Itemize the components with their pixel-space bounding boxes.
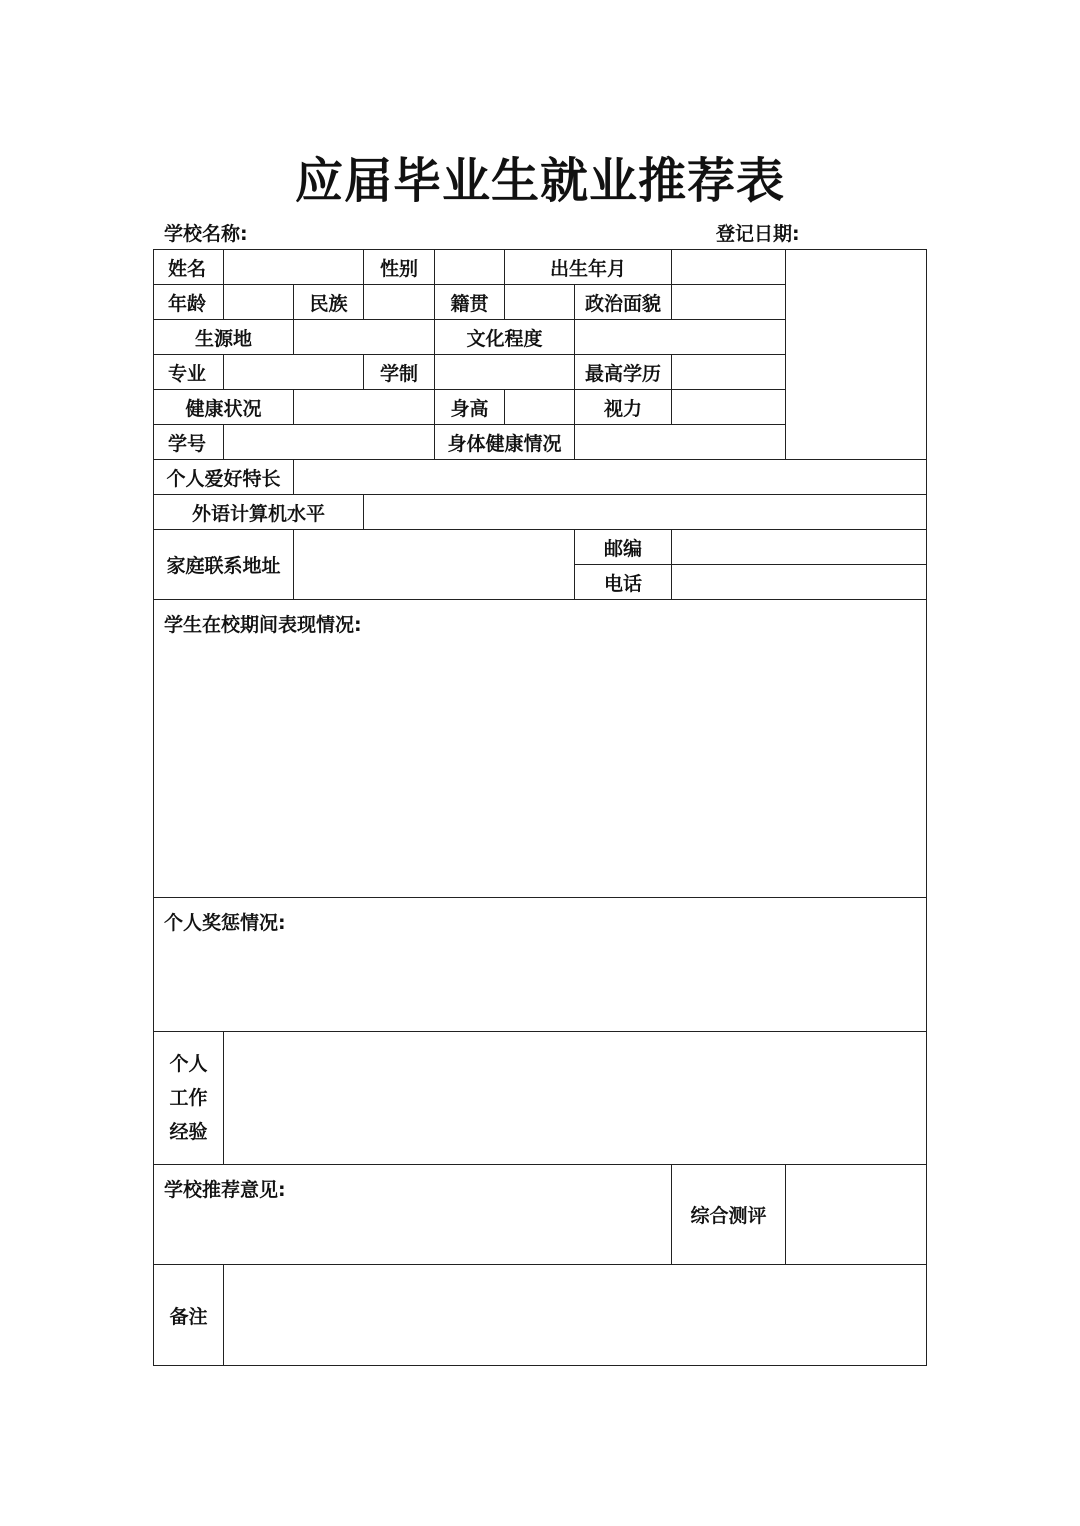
major-field[interactable] — [224, 355, 364, 390]
home-address-field[interactable] — [294, 530, 575, 600]
work-experience-label: 个人 工作 经验 — [154, 1032, 224, 1165]
remarks-field[interactable] — [224, 1265, 927, 1366]
origin-field[interactable] — [294, 320, 435, 355]
school-recommendation-section[interactable] — [154, 1165, 672, 1265]
health-status-label: 健康状况 — [154, 390, 294, 425]
height-label: 身高 — [435, 390, 505, 425]
language-computer-label: 外语计算机水平 — [154, 495, 364, 530]
birth-field[interactable] — [672, 250, 786, 285]
postcode-field[interactable] — [672, 530, 927, 565]
political-status-field[interactable] — [672, 285, 786, 320]
major-label: 专业 — [154, 355, 224, 390]
ethnicity-field[interactable] — [364, 285, 435, 320]
birth-label: 出生年月 — [505, 250, 672, 285]
hobbies-field[interactable] — [294, 460, 927, 495]
student-id-field[interactable] — [224, 425, 435, 460]
education-level-label: 文化程度 — [435, 320, 575, 355]
age-label: 年龄 — [154, 285, 224, 320]
awards-section[interactable] — [154, 898, 927, 1032]
school-performance-section[interactable] — [154, 600, 927, 898]
education-level-field[interactable] — [575, 320, 786, 355]
vision-label: 视力 — [575, 390, 672, 425]
gender-field[interactable] — [435, 250, 505, 285]
home-address-label: 家庭联系地址 — [154, 530, 294, 600]
ethnicity-label: 民族 — [294, 285, 364, 320]
remarks-label: 备注 — [154, 1265, 224, 1366]
schooling-years-field[interactable] — [435, 355, 575, 390]
overall-evaluation-field[interactable] — [786, 1165, 927, 1265]
name-field[interactable] — [224, 250, 364, 285]
height-field[interactable] — [505, 390, 575, 425]
work-experience-field[interactable] — [224, 1032, 927, 1165]
gender-label: 性别 — [364, 250, 435, 285]
student-id-label: 学号 — [154, 425, 224, 460]
recommendation-form-table — [153, 249, 927, 1366]
health-status-field[interactable] — [294, 390, 435, 425]
phone-field[interactable] — [672, 565, 927, 600]
hobbies-label: 个人爱好特长 — [154, 460, 294, 495]
postcode-label: 邮编 — [575, 530, 672, 565]
language-computer-field[interactable] — [364, 495, 927, 530]
school-performance-label: 学生在校期间表现情况: — [164, 614, 362, 636]
school-name-label: 学校名称: — [164, 223, 248, 245]
phone-label: 电话 — [575, 565, 672, 600]
name-label: 姓名 — [154, 250, 224, 285]
highest-degree-field[interactable] — [672, 355, 786, 390]
schooling-years-label: 学制 — [364, 355, 435, 390]
native-place-field[interactable] — [505, 285, 575, 320]
physical-health-field[interactable] — [575, 425, 786, 460]
school-recommendation-label: 学校推荐意见: — [164, 1179, 286, 1201]
age-field[interactable] — [224, 285, 294, 320]
register-date-label: 登记日期: — [716, 223, 800, 245]
physical-health-label: 身体健康情况 — [435, 425, 575, 460]
origin-label: 生源地 — [154, 320, 294, 355]
awards-label: 个人奖惩情况: — [164, 912, 286, 934]
vision-field[interactable] — [672, 390, 786, 425]
form-title: 应届毕业生就业推荐表 — [294, 153, 785, 209]
photo-area[interactable] — [786, 250, 927, 460]
native-place-label: 籍贯 — [435, 285, 505, 320]
highest-degree-label: 最高学历 — [575, 355, 672, 390]
overall-evaluation-label: 综合测评 — [672, 1165, 786, 1265]
political-status-label: 政治面貌 — [575, 285, 672, 320]
